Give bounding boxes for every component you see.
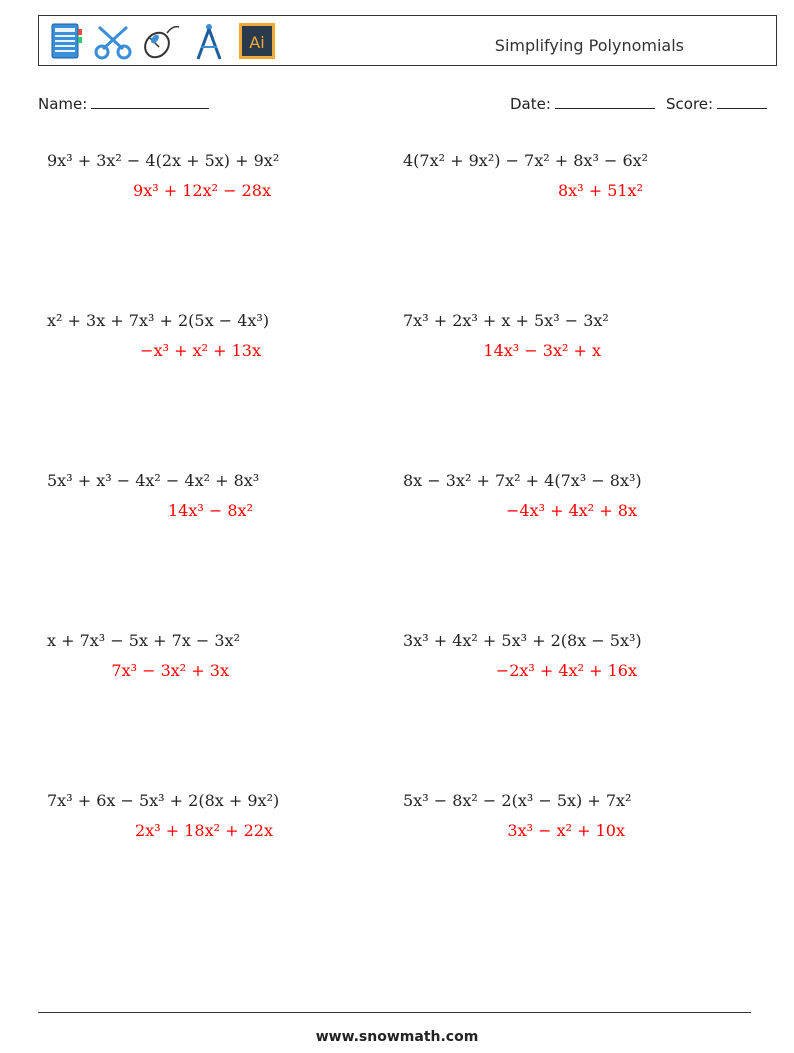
name-label: Name: [38,95,88,113]
problem-8: 3x³ + 4x² + 5x³ + 2(8x − 5x³) [403,631,642,650]
date-field [510,94,655,113]
answer-9: 2x³ + 18x² + 22x [135,821,273,840]
footer-url[interactable]: www.snowmath.com [315,1029,479,1045]
answer-5: 14x³ − 8x² [168,501,253,520]
notebook-icon [45,21,85,61]
problem-3: x² + 3x + 7x³ + 2(5x − 4x³) [47,311,270,330]
scissors-icon [93,21,133,61]
score-blank[interactable] [717,94,767,109]
problem-4: 7x³ + 2x³ + x + 5x³ − 3x² [403,311,609,330]
answer-8: −2x³ + 4x² + 16x [495,661,637,680]
score-field [666,94,767,113]
mouse-icon [141,21,181,61]
svg-text:Ai: Ai [249,33,265,52]
footer-divider [38,1012,751,1013]
illustrator-icon [237,21,277,61]
answer-10: 3x³ − x² + 10x [507,821,625,840]
answer-1: 9x³ + 12x² − 28x [133,181,271,200]
name-blank[interactable] [91,94,209,109]
date-label: Date: [510,95,551,113]
answer-2: 8x³ + 51x² [558,181,643,200]
compass-icon [189,21,229,61]
problem-5: 5x³ + x³ − 4x² − 4x² + 8x³ [47,471,260,490]
problem-1: 9x³ + 3x² − 4(2x + 5x) + 9x² [47,151,280,170]
name-field [38,94,209,113]
worksheet-header [38,15,777,66]
date-blank[interactable] [555,94,655,109]
problem-2: 4(7x² + 9x²) − 7x² + 8x³ − 6x² [403,151,649,170]
worksheet-title: Simplifying Polynomials [494,36,684,55]
answer-7: 7x³ − 3x² + 3x [111,661,229,680]
problem-6: 8x − 3x² + 7x² + 4(7x³ − 8x³) [403,471,642,490]
answer-3: −x³ + x² + 13x [140,341,261,360]
score-label: Score: [666,95,714,113]
problem-9: 7x³ + 6x − 5x³ + 2(8x + 9x²) [47,791,280,810]
problem-7: x + 7x³ − 5x + 7x − 3x² [47,631,240,650]
answer-6: −4x³ + 4x² + 8x [506,501,637,520]
answer-4: 14x³ − 3x² + x [483,341,601,360]
problem-10: 5x³ − 8x² − 2(x³ − 5x) + 7x² [403,791,632,810]
icon-row [45,21,277,61]
